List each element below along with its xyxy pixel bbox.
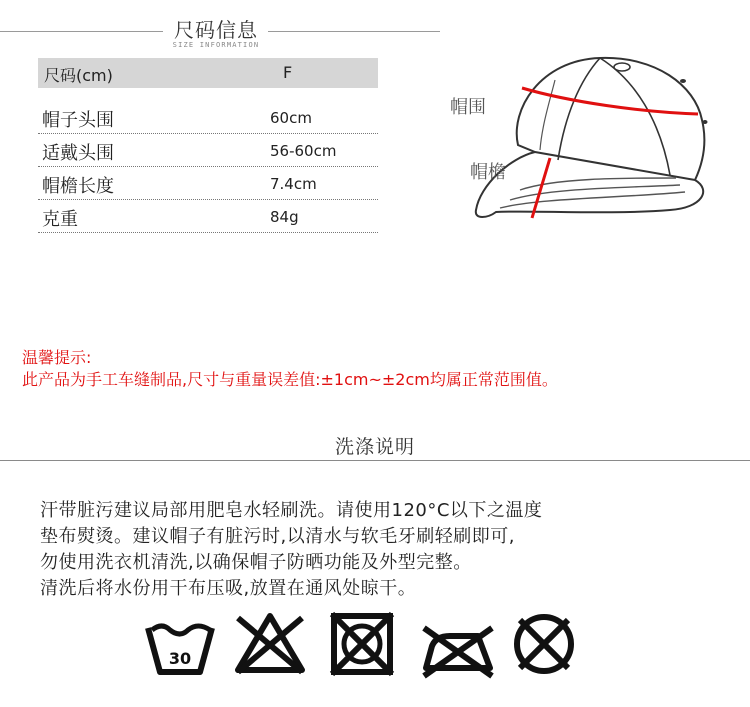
cap-button: [614, 63, 630, 71]
care-icons-row: [140, 610, 580, 680]
row-value: 84g: [270, 208, 299, 226]
size-table-header: [38, 58, 378, 88]
row-label: 适戴头围: [42, 143, 114, 164]
table-row: [38, 166, 378, 200]
section-subtitle-size: SIZE INFORMATION: [172, 41, 260, 49]
header-rule-right: [268, 31, 440, 32]
no-iron-icon: [424, 628, 492, 676]
row-value: 56-60cm: [270, 142, 337, 160]
cap-diagram: [440, 40, 740, 250]
cap-eyelet: [680, 79, 686, 83]
row-label: 帽檐长度: [42, 176, 114, 197]
row-label: 帽子头围: [42, 110, 114, 131]
size-value-column-label: F: [283, 63, 293, 82]
row-label: 克重: [42, 209, 78, 230]
tip-text: 此产品为手工车缝制品,尺寸与重量误差值:±1cm~±2cm均属正常范围值。: [22, 370, 558, 389]
row-value: 60cm: [270, 109, 312, 127]
wash-line: 清洗后将水份用干布压吸,放置在通风处晾干。: [40, 578, 417, 599]
tip-title: 温馨提示:: [22, 348, 92, 367]
no-bleach-icon: [238, 616, 302, 672]
section-title-size: 尺码信息: [174, 18, 258, 42]
row-value: 7.4cm: [270, 175, 317, 193]
wash-section-rule: [0, 460, 750, 461]
table-row: [38, 199, 378, 233]
cap-seam: [558, 58, 600, 160]
svg-text:30: 30: [168, 649, 192, 668]
section-title-wash: 洗涤说明: [334, 436, 415, 458]
table-row: [38, 100, 378, 134]
cap-seam: [540, 80, 555, 150]
cap-seam: [600, 58, 670, 175]
hand-wash-30-icon: [148, 626, 212, 672]
no-tumble-dry-icon: [332, 614, 392, 674]
wash-line: 汗带脏污建议局部用肥皂水轻刷洗。请使用120°C以下之温度: [40, 500, 543, 521]
circumference-measure-line: [522, 88, 698, 114]
wash-line: 垫布熨烫。建议帽子有脏污时,以清水与软毛牙刷轻刷即可,: [40, 526, 515, 547]
wash-line: 勿使用洗衣机清洗,以确保帽子防晒功能及外型完整。: [40, 552, 472, 573]
brim-measure-line: [532, 158, 550, 218]
cap-eyelet: [703, 120, 708, 124]
header-rule-left: [0, 31, 163, 32]
table-row: [38, 133, 378, 167]
brim-label: 帽檐: [470, 162, 506, 183]
size-column-label: 尺码(cm): [44, 66, 113, 85]
circumference-label: 帽围: [450, 97, 486, 118]
cap-brim-stitch: [500, 192, 685, 208]
no-dry-clean-icon: [517, 617, 571, 671]
